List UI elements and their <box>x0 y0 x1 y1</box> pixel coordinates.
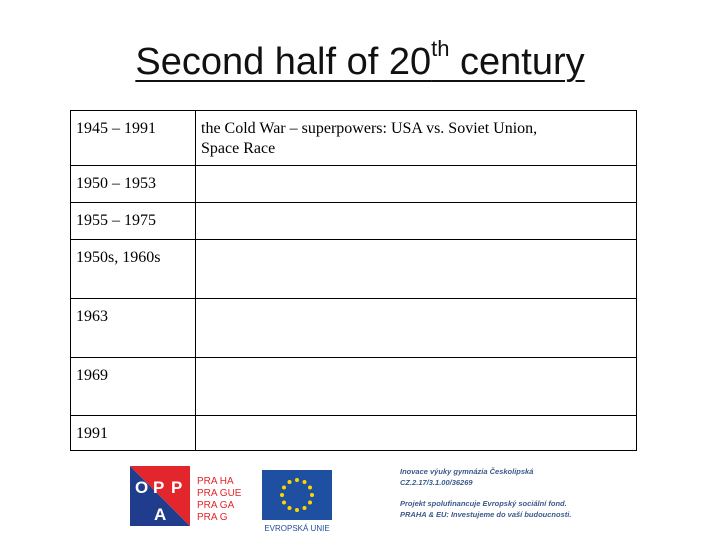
year-cell: 1963 <box>71 299 196 358</box>
description-cell <box>196 416 637 451</box>
opp-letter: A <box>154 505 167 524</box>
timeline-table <box>70 110 637 451</box>
table-row <box>71 240 637 299</box>
praha-line: PRA GA <box>197 500 235 511</box>
praha-line: PRA HA <box>197 476 234 487</box>
slide-title <box>0 36 720 84</box>
description-cell <box>196 358 637 416</box>
year-cell: 1969 <box>71 358 196 416</box>
description-cell <box>196 111 637 166</box>
table-row <box>71 203 637 240</box>
title-superscript: th <box>431 36 450 61</box>
info-line: CZ.2.17/3.1.00/36269 <box>400 478 473 487</box>
title-rest: century <box>449 40 585 83</box>
description-cell <box>196 203 637 240</box>
title-main: Second half of 20 <box>135 40 432 83</box>
opp-letter: P <box>171 478 183 497</box>
year-cell: 1955 – 1975 <box>71 203 196 240</box>
table-row <box>71 299 637 358</box>
eu-label: EVROPSKÁ UNIE <box>264 524 330 533</box>
praha-logo <box>197 474 253 522</box>
table-row <box>71 358 637 416</box>
praha-line: PRA GUE <box>197 488 242 499</box>
year-cell: 1950 – 1953 <box>71 166 196 203</box>
info-line: Inovace výuky gymnázia Českolipská <box>400 467 534 476</box>
description-cell <box>196 166 637 203</box>
opp-logo <box>130 466 190 526</box>
info-line: PRAHA & EU: Investujeme do vaší budoucnosti. <box>400 510 572 519</box>
description-cell <box>196 299 637 358</box>
table-row <box>71 166 637 203</box>
description-cell <box>196 240 637 299</box>
eu-flag-logo <box>257 470 337 534</box>
table-row <box>71 416 637 451</box>
description-line: the Cold War – superpowers: USA vs. Soviet Union, <box>201 120 538 137</box>
praha-line: PRA G <box>197 512 228 522</box>
year-cell: 1945 – 1991 <box>71 111 196 166</box>
info-line: Projekt spolufinancuje Evropský sociální fond. <box>400 499 567 508</box>
description-line: Space Race <box>201 140 276 157</box>
table-row <box>71 111 637 166</box>
opp-letter: O <box>135 478 149 497</box>
year-cell: 1950s, 1960s <box>71 240 196 299</box>
year-cell: 1991 <box>71 416 196 451</box>
project-info <box>400 466 640 530</box>
opp-letter: P <box>153 478 165 497</box>
